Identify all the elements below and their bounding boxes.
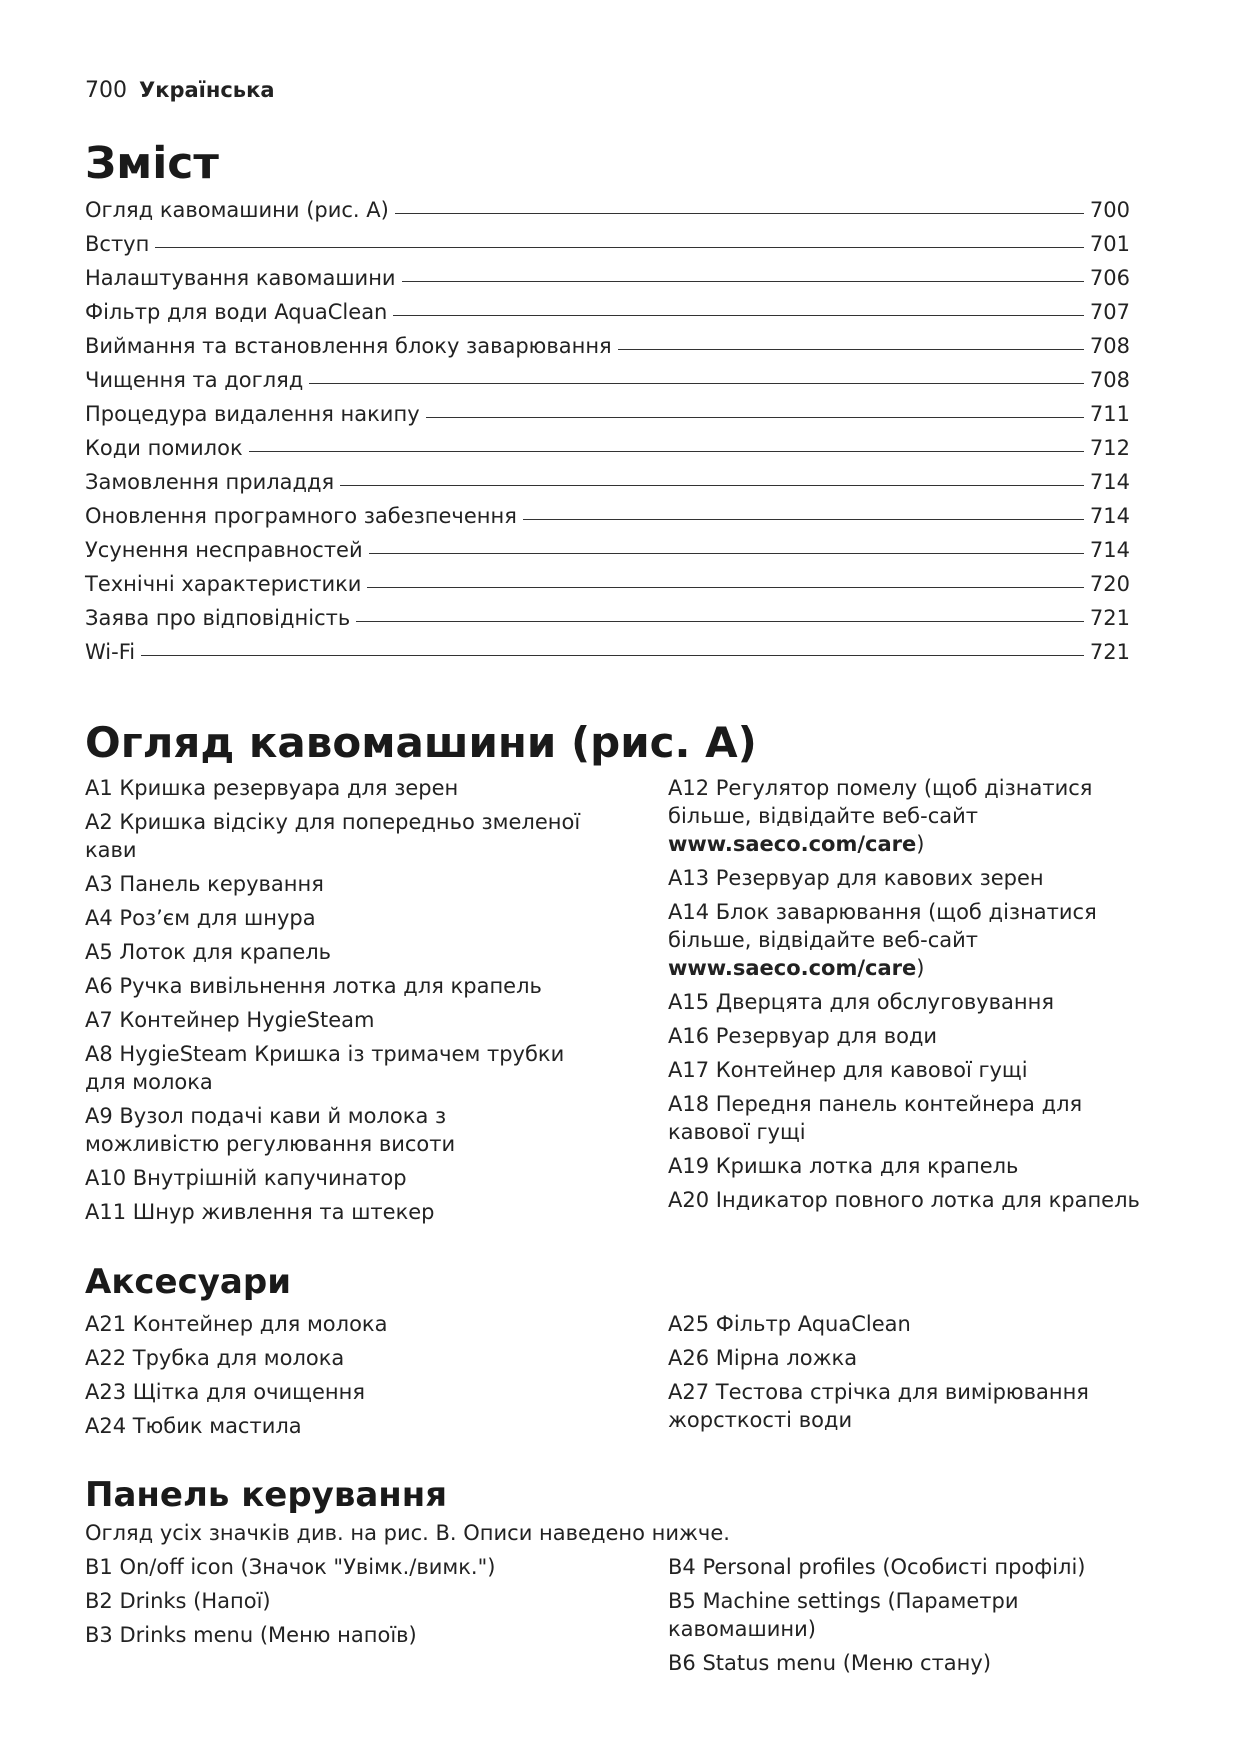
toc-title: Зміст [85,138,219,189]
overview-right-column [668,774,1165,1232]
list-item: A16 Резервуар для води [668,1024,938,1048]
list-item: A10 Внутрішній капучинатор [85,1166,407,1190]
running-header [85,78,275,103]
toc-entry[interactable]: Налаштування кавомашини 706 [85,266,1130,290]
list-item: A5 Лоток для крапель [85,940,332,964]
accessories-list [85,1310,1165,1446]
toc-entry[interactable]: Процедура видалення накипу 711 [85,402,1130,426]
page-number: 700 [85,78,127,103]
list-item: A2 Кришка відсіку для попередньо змеленої кави [85,810,581,862]
list-item: A1 Кришка резервуара для зерен [85,776,459,800]
list-item: B3 Drinks menu (Меню напоїв) [85,1623,417,1647]
control-panel-right-column [668,1553,1165,1683]
list-item: A17 Контейнер для кавової гущі [668,1058,1028,1082]
overview-list [85,774,1165,1232]
toc-entry[interactable]: Огляд кавомашини (рис. A) 700 [85,198,1130,222]
care-url-link[interactable]: www.saeco.com/care [668,956,917,980]
toc-entry[interactable]: Чищення та догляд 708 [85,368,1130,392]
list-item: A6 Ручка вивільнення лотка для крапель [85,974,542,998]
toc-entry[interactable]: Виймання та встановлення блоку заварювання 708 [85,334,1130,358]
list-item: A4 Роз’єм для шнура [85,906,316,930]
list-item: A3 Панель керування [85,872,324,896]
toc-entry[interactable]: Фільтр для води AquaClean 707 [85,300,1130,324]
list-item: A13 Резервуар для кавових зерен [668,866,1044,890]
accessories-title: Аксесуари [85,1262,292,1302]
overview-title: Огляд кавомашини (рис. A) [85,718,757,767]
list-item: A7 Контейнер HygieSteam [85,1008,375,1032]
list-item: A8 HygieSteam Кришка із тримачем трубки для молока [85,1042,565,1094]
list-item: A20 Індикатор повного лотка для крапель [668,1188,1140,1212]
table-of-contents [85,188,1130,664]
list-item: B6 Status menu (Меню стану) [668,1651,992,1675]
list-item: A19 Кришка лотка для крапель [668,1154,1019,1178]
list-item: B1 On/off icon (Значок "Увімк./вимк.") [85,1555,496,1579]
list-item: A11 Шнур живлення та штекер [85,1200,435,1224]
overview-left-column [85,774,585,1232]
list-item: A25 Фільтр AquaClean [668,1312,911,1336]
toc-entry[interactable]: Вступ 701 [85,232,1130,256]
control-panel-title: Панель керування [85,1475,448,1515]
toc-entry[interactable]: Усунення несправностей 714 [85,538,1130,562]
list-item: B4 Personal profiles (Особисті профілі) [668,1555,1086,1579]
accessories-left-column [85,1310,585,1446]
list-item: A14 Блок заварювання (щоб дізнатися більше, відвідайте веб-сайт www.saeco.com/care) [668,900,1097,980]
list-item: A21 Контейнер для молока [85,1312,388,1336]
toc-entry[interactable]: Оновлення програмного забезпечення 714 [85,504,1130,528]
list-item: A9 Вузол подачі кави й молока з можливістю регулювання висоти [85,1104,456,1156]
header-language: Українська [139,78,275,102]
care-url-link[interactable]: www.saeco.com/care [668,832,917,856]
list-item: A22 Трубка для молока [85,1346,345,1370]
list-item: A12 Регулятор помелу (щоб дізнатися більше, відвідайте веб-сайт www.saeco.com/care) [668,776,1093,856]
toc-entry[interactable]: Замовлення приладдя 714 [85,470,1130,494]
control-panel-intro: Огляд усіх значків див. на рис. B. Описи наведено нижче. [85,1521,730,1545]
list-item: A24 Тюбик мастила [85,1414,302,1438]
accessories-right-column [668,1310,1165,1446]
list-item: A26 Мірна ложка [668,1346,858,1370]
toc-entry[interactable]: Wi-Fi 721 [85,640,1130,664]
list-item: B5 Machine settings (Параметри кавомашини) [668,1589,1019,1641]
toc-entry[interactable]: Коди помилок 712 [85,436,1130,460]
toc-entry[interactable]: Заява про відповідність 721 [85,606,1130,630]
control-panel-left-column [85,1553,585,1683]
list-item: A27 Тестова стрічка для вимірювання жорсткості води [668,1380,1089,1432]
list-item: A18 Передня панель контейнера для кавової гущі [668,1092,1083,1144]
list-item: B2 Drinks (Напої) [85,1589,271,1613]
control-panel-list [85,1553,1165,1683]
list-item: A15 Дверцята для обслуговування [668,990,1054,1014]
toc-entry[interactable]: Технічні характеристики 720 [85,572,1130,596]
list-item: A23 Щітка для очищення [85,1380,365,1404]
